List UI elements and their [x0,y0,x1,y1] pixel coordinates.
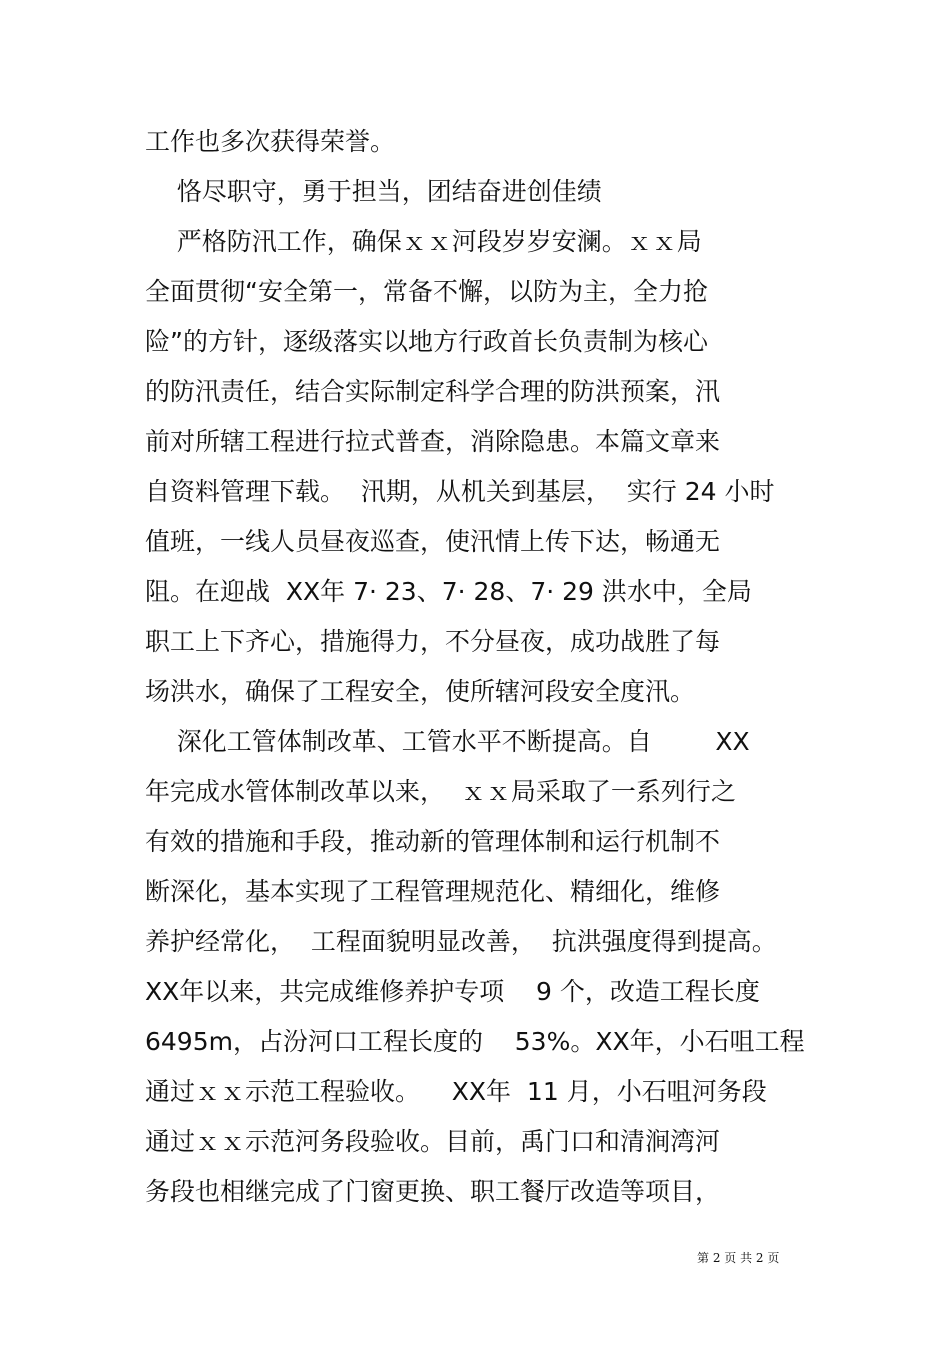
text-line: 严格防汛工作，确保ｘｘ河段岁岁安澜。ｘｘ局 [145,227,702,256]
text-line: 自资料管理下载。 汛期，从机关到基层， 实行 24 小时 [145,477,775,506]
text-line: 有效的措施和手段，推动新的管理体制和运行机制不 [145,827,721,856]
text-line: 场洪水，确保了工程安全，使所辖河段安全度汛。 [145,677,696,706]
text-line: 阻。在迎战 XX年 7· 23、7· 28、7· 29 洪水中，全局 [145,577,752,606]
text-line: 断深化，基本实现了工程管理规范化、精细化，维修 [145,877,721,906]
text-line: 的防汛责任，结合实际制定科学合理的防洪预案，汛 [145,377,721,406]
text-line: 险”的方针，逐级落实以地方行政首长负责制为核心 [145,327,708,356]
text-line: 通过ｘｘ示范河务段验收。目前，禹门口和清涧湾河 [145,1127,721,1156]
section-heading: 恪尽职守，勇于担当，团结奋进创佳绩 [145,177,602,206]
text-line: 通过ｘｘ示范工程验收。 XX年 11 月，小石咀河务段 [145,1077,767,1106]
text-line: XX年以来，共完成维修养护专项 9 个，改造工程长度 [145,977,760,1006]
text-line: 全面贯彻“安全第一，常备不懈，以防为主，全力抢 [145,277,708,306]
text-line: 职工上下齐心，措施得力，不分昼夜，成功战胜了每 [145,627,721,656]
text-line: 深化工管体制改革、工管水平不断提高。自 XX [145,727,750,756]
text-line: 务段也相继完成了门窗更换、职工餐厅改造等项目， [145,1177,721,1206]
text-line: 养护经常化， 工程面貌明显改善， 抗洪强度得到提高。 [145,927,777,956]
text-line: 工作也多次获得荣誉。 [145,127,396,156]
page-indicator: 第 2 页 共 2 页 [697,1251,780,1265]
text-line: 前对所辖工程进行拉式普查，消除隐患。本篇文章来 [145,427,721,456]
text-line: 6495m，占汾河口工程长度的 53%。XX年，小石咀工程 [145,1027,805,1056]
text-line: 年完成水管体制改革以来， ｘｘ局采取了一系列行之 [145,777,736,806]
text-line: 值班，一线人员昼夜巡查，使汛情上传下达，畅通无 [145,527,721,556]
